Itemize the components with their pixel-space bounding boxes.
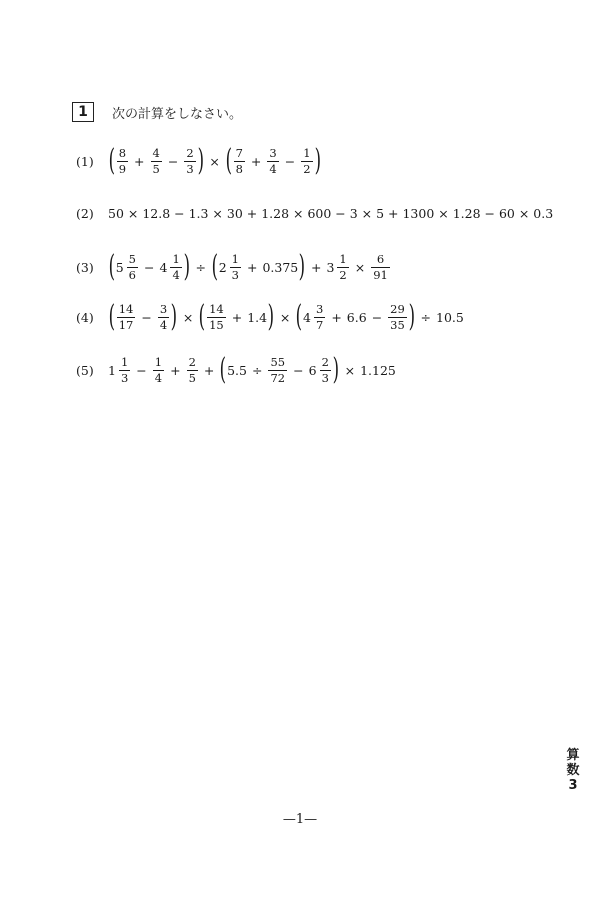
side-label-char: 数 (566, 763, 580, 778)
problem-2 (76, 206, 553, 221)
question-header (72, 102, 242, 122)
side-label-char: 算 (566, 748, 580, 763)
problem-3 (76, 249, 391, 284)
problem-label: (2) (76, 206, 94, 221)
subject-side-label (566, 748, 580, 793)
problem-label: (3) (76, 259, 94, 275)
side-label-char: 3 (568, 778, 578, 793)
problem-expression: 1 $\frac{1}{3}$ − $\frac{1}{4}$ + $\frac{2}{5}$ + ( 5.5 ÷ $\frac{55}{72}$ − 6 $\frac{2}{3}$ ) × 1.125 (108, 352, 396, 387)
problem-1 (76, 143, 321, 178)
problem-expression: ( 5 $\frac{5}{6}$ − 4 $\frac{1}{4}$ ) ÷ ( 2 $\frac{1}{3}$ + 0.375 ) + 3 $\frac{1}{2}$ × $\frac{6}{91}$ (108, 249, 388, 284)
page-number: —1— (282, 812, 318, 827)
problem-expression: ( $\frac{8}{9}$ + $\frac{4}{5}$ − $\frac{2}{3}$ ) × ( $\frac{7}{8}$ + $\frac{3}{4}$ − $\frac{1}{2}$ ) (108, 143, 321, 178)
problem-4 (76, 299, 464, 334)
question-instruction: 次の計算をしなさい。 (112, 106, 243, 122)
problem-label: (5) (76, 362, 94, 378)
problem-5 (76, 352, 396, 387)
problem-expression: ( $\frac{14}{17}$ − $\frac{3}{4}$ ) × ( $\frac{14}{15}$ + 1.4 ) × ( 4 $\frac{3}{7}$ + 6.6 − $\frac{29}{35}$ ) ÷ 10.5 (108, 299, 464, 334)
problem-label: (1) (76, 153, 94, 169)
question-number-box: 1 (72, 102, 94, 122)
problem-label: (4) (76, 309, 94, 325)
problem-expression: 50 × 12.8 − 1.3 × 30 + 1.28 × 600 − 3 × 5 + 1300 × 1.28 − 60 × 0.3 (108, 206, 554, 221)
